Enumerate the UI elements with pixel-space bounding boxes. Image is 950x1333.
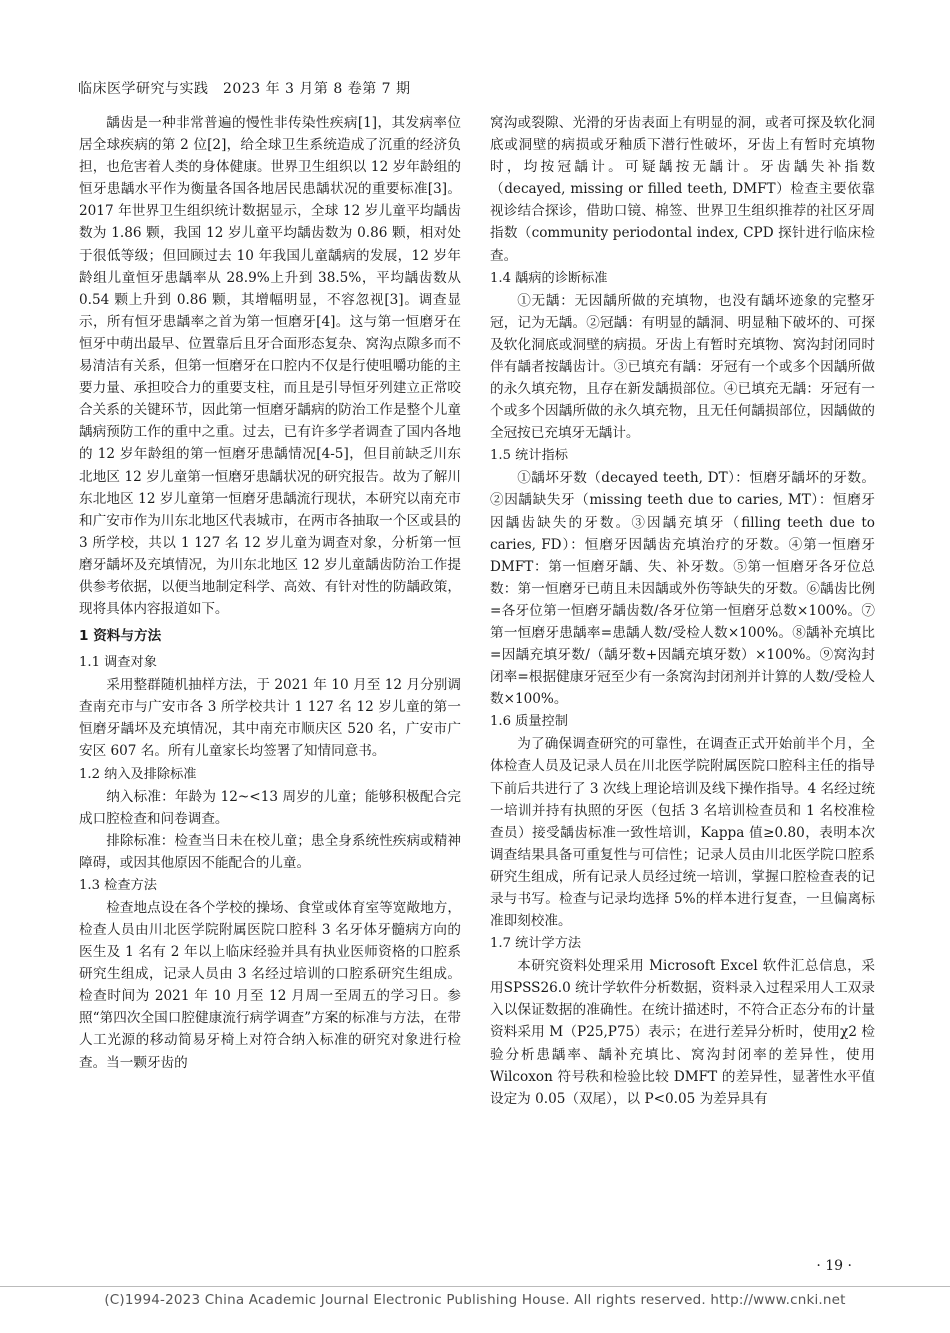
paragraph-1-2-exclusion: 排除标准：检查当日未在校儿童；患全身系统性疾病或精神障碍，或因其他原因不能配合的儿童。: [79, 832, 461, 871]
paragraph-1-2-inclusion: 纳入标准：年龄为 12~<13 周岁的儿童；能够积极配合完成口腔检查和问卷调查。: [79, 788, 461, 827]
subsection-1-3: 1.3 检查方法: [79, 877, 157, 893]
paragraph-1-3-continued: 窝沟或裂隙、光滑的牙齿表面上有明显的洞，或者可探及软化洞底或洞壁的病损或牙釉质下潜行性破坏，牙齿上有暂时充填物时，均按冠龋计。可疑龋按无龋计。牙齿龋失补指数（decayed, missing or filled teeth, DMFT）检查主要依靠视诊结合探诊，借助口镜、棉签、世界卫生组织推荐的社区牙周指数（community periodontal index, CPD 探针进行临床检查。: [490, 115, 875, 264]
paragraph-1-6: 为了确保调查研究的可靠性，在调查正式开始前半个月，全体检查人员及记录人员在川北医学院附属医院口腔科主任的指导下前后共进行了 3 次线上理论培训及线下操作指导。4 名经过统一培训并持有执照的牙医（包括 3 名培训检查员和 1 名校准检查员）接受龋齿标准一致性培训，Kappa 值≥0.80，表明本次调查结果具备可重复性与可信性；记录人员由川北医学院口腔系研究生组成，所有记录人员经过统一培训，掌握口腔检查表的记录与书写。检查与记录均选择 5%的样本进行复查，一旦偏离标准即刻校准。: [490, 736, 875, 930]
section-heading-1: 1 资料与方法: [79, 628, 162, 645]
subsection-1-1: 1.1 调查对象: [79, 655, 157, 671]
right-column: [490, 112, 875, 1110]
paragraph-1-3: 检查地点设在各个学校的操场、食堂或体育室等宽敞地方，检查人员由川北医学院附属医院口腔科 3 名牙体牙髓病方向的医生及 1 名有 2 年以上临床经验并具有执业医师资格的口腔系研究生组成，记录人员由 3 名经过培训的口腔系研究生组成。检查时间为 2021 年 10 月至 12 月周一至周五的学习日。参照“第四次全国口腔健康流行病学调查”方案的标准与方法，在带人工光源的移动简易牙椅上对符合纳入标准的研究对象进行检查。当一颗牙齿的: [79, 899, 461, 1071]
intro-paragraph: 龋齿是一种非常普遍的慢性非传染性疾病[1]，其发病率位居全球疾病的第 2 位[2]，给全球卫生系统造成了沉重的经济负担，也危害着人类的身体健康。世界卫生组织以 12 岁年龄组的恒牙患龋水平作为衡量各国各地居民患龋状况的重要标准[3]。2017 年世界卫生组织统计数据显示，全球 12 岁儿童平均龋齿数为 1.86 颗，我国 12 岁儿童平均龋齿数为 0.86 颗，相对处于很低等级；但回顾过去 10 年我国儿童龋病的发展，12 岁年龄组儿童恒牙患龋率从 28.9%上升到 38.5%，平均龋齿数从 0.54 颗上升到 0.86 颗，其增幅明显，不容忽视[3]。调查显示，所有恒牙患龋率之首为第一恒磨牙[4]。这与第一恒磨牙在恒牙中萌出最早、位置靠后且牙合面形态复杂、窝沟点隙多而不易清洁有关系，但第一恒磨牙在口腔内不仅是行使咀嚼功能的主要力量、承担咬合力的重要支柱，而且是引导恒牙列建立正常咬合关系的关键环节，因此第一恒磨牙龋病的防治工作是整个儿童龋病预防工作的重中之重。过去，已有许多学者调查了国内各地的 12 岁年龄组的第一恒磨牙患龋情况[4-5]，但目前缺乏川东北地区 12 岁儿童第一恒磨牙患龋状况的研究报告。故为了解川东北地区 12 岁儿童第一恒磨牙患龋流行现状，本研究以南充市和广安市作为川东北地区代表城市，在两市各抽取一个区或县的 3 所学校，共以 1 127 名 12 岁儿童为调查对象，分析第一恒磨牙龋坏及充填情况，为川东北地区 12 岁儿童龋齿防治工作提供参考依据，以便当地制定科学、高效、有针对性的防龋政策，现将具体内容报道如下。: [79, 115, 461, 618]
paragraph-1-4: ①无龋：无因龋所做的充填物，也没有龋坏迹象的完整牙冠，记为无龋。②冠龋：有明显的龋洞、明显釉下破坏的、可探及软化洞底或洞壁的病损。牙齿上有暂时充填物、窝沟封闭同时伴有龋者按龋齿计。③已填充有龋：牙冠有一个或多个因龋所做的永久填充物，且存在新发龋损部位。④已填充无龋：牙冠有一个或多个因龋所做的永久填充物，且无任何龋损部位，因龋做的全冠按已充填牙无龋计。: [490, 292, 875, 442]
journal-header: 临床医学研究与实践 2023 年 3 月第 8 卷第 7 期: [78, 81, 411, 97]
copyright-footer: (C)1994-2023 China Academic Journal Electronic Publishing House. All rights reserved. http://www.cnki.net: [104, 1292, 846, 1308]
footer-divider: [0, 1286, 950, 1287]
subsection-1-6: 1.6 质量控制: [490, 714, 568, 730]
paragraph-1-5: ①龋坏牙数（decayed teeth, DT）：恒磨牙龋坏的牙数。②因龋缺失牙（missing teeth due to caries, MT）：恒磨牙因龋齿缺失的牙数。③因龋充填牙（filling teeth due to caries, FD）：恒磨牙因龋齿充填治疗的牙数。④第一恒磨牙 DMFT：第一恒磨牙龋、失、补牙数。⑤第一恒磨牙各牙位总数：第一恒磨牙已萌且未因龋或外伤等缺失的牙数。⑥龋齿比例=各牙位第一恒磨牙龋齿数/各牙位第一恒磨牙总数×100%。⑦第一恒磨牙患龋率=患龋人数/受检人数×100%。⑧龋补充填比=因龋充填牙数/（龋牙数+因龋充填牙数）×100%。⑨窝沟封闭率=根据健康牙冠至少有一条窝沟封闭剂并计算的人数/受检人数×100%。: [490, 470, 875, 708]
left-column: [79, 112, 461, 1074]
paragraph-1-7: 本研究资料处理采用 Microsoft Excel 软件汇总信息，采用SPSS26.0 统计学软件分析数据，资料录入过程采用人工双录入以保证数据的准确性。在统计描述时，不符合正态分布的计量资料采用 M（P25,P75）表示；在进行差异分析时，使用χ2 检验分析患龋率、龋补充填比、窝沟封闭率的差异性，使用 Wilcoxon 符号秩和检验比较 DMFT 的差异性，显著性水平值设定为 0.05（双尾），以 P<0.05 为差异具有: [490, 958, 875, 1107]
subsection-1-2: 1.2 纳入及排除标准: [79, 766, 197, 782]
subsection-1-7: 1.7 统计学方法: [490, 936, 582, 952]
paragraph-1-1: 采用整群随机抽样方法，于 2021 年 10 月至 12 月分别调查南充市与广安市各 3 所学校共计 1 127 名 12 岁儿童的第一恒磨牙龋坏及充填情况，其中南充市顺庆区 520 名，广安市广安区 607 名。所有儿童家长均签署了知情同意书。: [79, 677, 461, 760]
subsection-1-4: 1.4 龋病的诊断标准: [490, 270, 608, 286]
page-number: · 19 ·: [816, 1258, 852, 1274]
subsection-1-5: 1.5 统计指标: [490, 448, 568, 464]
